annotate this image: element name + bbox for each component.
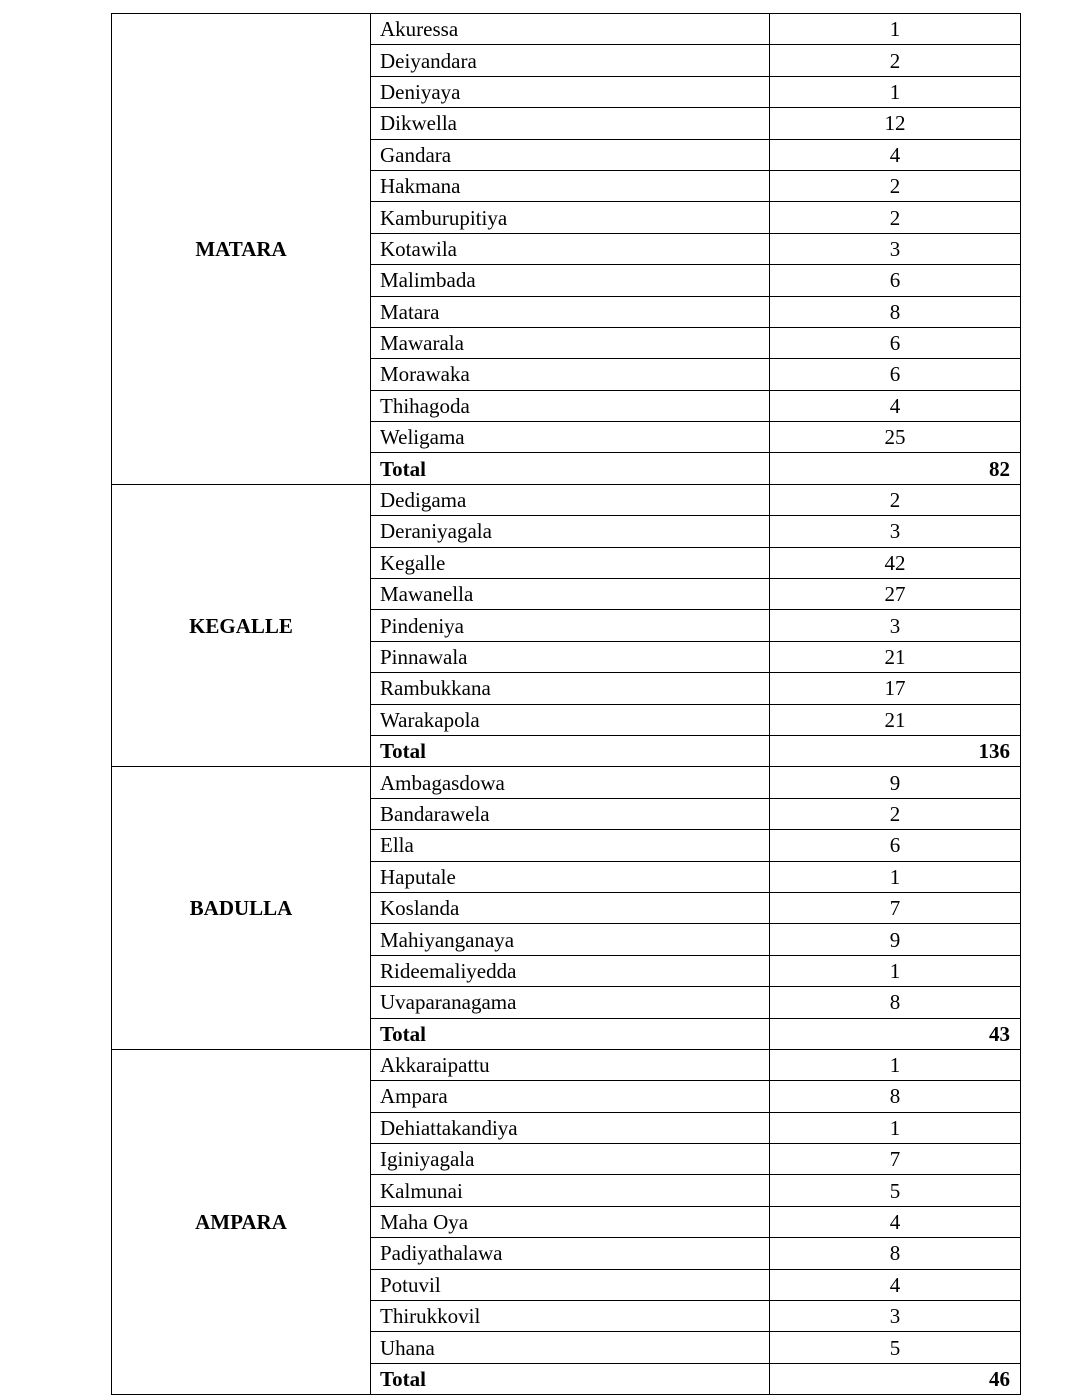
place-name: Mawarala	[371, 327, 770, 358]
place-count: 1	[770, 14, 1021, 45]
place-name: Dedigama	[371, 484, 770, 515]
place-name: Deniyaya	[371, 76, 770, 107]
place-name: Deraniyagala	[371, 516, 770, 547]
place-name: Akkaraipattu	[371, 1049, 770, 1080]
place-count: 8	[770, 987, 1021, 1018]
place-name: Rambukkana	[371, 673, 770, 704]
place-name: Dehiattakandiya	[371, 1112, 770, 1143]
place-count: 2	[770, 45, 1021, 76]
place-name: Ella	[371, 830, 770, 861]
place-name: Bandarawela	[371, 798, 770, 829]
place-name: Padiyathalawa	[371, 1238, 770, 1269]
place-count: 6	[770, 830, 1021, 861]
place-count: 12	[770, 108, 1021, 139]
place-name: Akuressa	[371, 14, 770, 45]
place-count: 27	[770, 579, 1021, 610]
place-name: Thihagoda	[371, 390, 770, 421]
place-count: 4	[770, 139, 1021, 170]
place-name: Weligama	[371, 422, 770, 453]
district-count-table	[111, 13, 1021, 1395]
table-body	[112, 14, 1021, 1395]
place-name: Mahiyanganaya	[371, 924, 770, 955]
place-name: Ampara	[371, 1081, 770, 1112]
place-name: Thirukkovil	[371, 1301, 770, 1332]
place-name: Maha Oya	[371, 1206, 770, 1237]
place-name: Deiyandara	[371, 45, 770, 76]
place-count: 6	[770, 359, 1021, 390]
place-count: 8	[770, 296, 1021, 327]
total-value: 136	[770, 735, 1021, 766]
district-name: KEGALLE	[112, 484, 371, 767]
place-count: 17	[770, 673, 1021, 704]
place-name: Malimbada	[371, 265, 770, 296]
place-name: Dikwella	[371, 108, 770, 139]
table-row	[112, 484, 1021, 515]
place-count: 9	[770, 924, 1021, 955]
place-count: 7	[770, 892, 1021, 923]
district-name: AMPARA	[112, 1049, 371, 1394]
place-name: Koslanda	[371, 892, 770, 923]
place-count: 21	[770, 641, 1021, 672]
place-count: 9	[770, 767, 1021, 798]
total-label: Total	[371, 453, 770, 484]
place-count: 25	[770, 422, 1021, 453]
table-row	[112, 14, 1021, 45]
place-count: 1	[770, 1049, 1021, 1080]
place-count: 5	[770, 1332, 1021, 1363]
place-name: Potuvil	[371, 1269, 770, 1300]
total-value: 46	[770, 1363, 1021, 1394]
place-count: 1	[770, 861, 1021, 892]
place-count: 3	[770, 233, 1021, 264]
place-count: 1	[770, 1112, 1021, 1143]
place-name: Kotawila	[371, 233, 770, 264]
total-value: 82	[770, 453, 1021, 484]
place-count: 6	[770, 265, 1021, 296]
place-count: 4	[770, 1206, 1021, 1237]
place-name: Pinnawala	[371, 641, 770, 672]
place-name: Kalmunai	[371, 1175, 770, 1206]
table-row	[112, 1049, 1021, 1080]
place-name: Kamburupitiya	[371, 202, 770, 233]
place-count: 8	[770, 1081, 1021, 1112]
place-count: 42	[770, 547, 1021, 578]
place-count: 21	[770, 704, 1021, 735]
place-name: Gandara	[371, 139, 770, 170]
place-name: Uvaparanagama	[371, 987, 770, 1018]
place-name: Matara	[371, 296, 770, 327]
place-count: 3	[770, 516, 1021, 547]
place-count: 3	[770, 1301, 1021, 1332]
place-name: Iginiyagala	[371, 1144, 770, 1175]
place-count: 2	[770, 170, 1021, 201]
total-label: Total	[371, 1018, 770, 1049]
place-count: 5	[770, 1175, 1021, 1206]
place-count: 2	[770, 484, 1021, 515]
place-count: 3	[770, 610, 1021, 641]
place-count: 8	[770, 1238, 1021, 1269]
place-name: Ambagasdowa	[371, 767, 770, 798]
place-count: 2	[770, 202, 1021, 233]
place-name: Kegalle	[371, 547, 770, 578]
place-count: 4	[770, 1269, 1021, 1300]
place-name: Warakapola	[371, 704, 770, 735]
place-name: Pindeniya	[371, 610, 770, 641]
place-name: Haputale	[371, 861, 770, 892]
total-label: Total	[371, 1363, 770, 1394]
table-row	[112, 767, 1021, 798]
place-name: Morawaka	[371, 359, 770, 390]
place-name: Rideemaliyedda	[371, 955, 770, 986]
place-count: 7	[770, 1144, 1021, 1175]
place-name: Uhana	[371, 1332, 770, 1363]
place-count: 6	[770, 327, 1021, 358]
place-count: 1	[770, 76, 1021, 107]
place-count: 2	[770, 798, 1021, 829]
place-name: Mawanella	[371, 579, 770, 610]
total-value: 43	[770, 1018, 1021, 1049]
place-count: 1	[770, 955, 1021, 986]
district-name: MATARA	[112, 14, 371, 485]
total-label: Total	[371, 735, 770, 766]
district-name: BADULLA	[112, 767, 371, 1050]
place-name: Hakmana	[371, 170, 770, 201]
place-count: 4	[770, 390, 1021, 421]
